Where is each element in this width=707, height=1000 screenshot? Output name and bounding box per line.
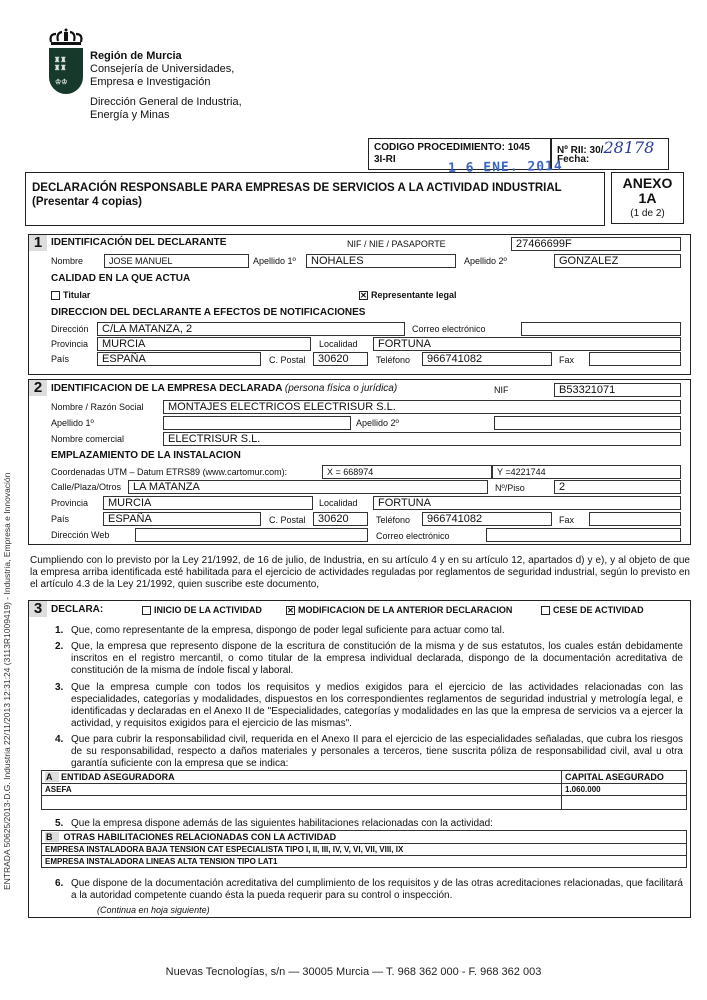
empresa-heading-note: (persona física o jurídica) <box>284 383 398 394</box>
fax-field[interactable] <box>589 512 681 526</box>
item-number: 3. <box>55 682 64 693</box>
emplazamiento-heading: EMPLAZAMIENTO DE LA INSTALACION <box>51 450 241 461</box>
section-number: 2 <box>29 380 47 396</box>
document-subtitle: (Presentar 4 copias) <box>32 196 142 208</box>
apellido2-label: Apellido 2º <box>464 256 507 266</box>
localidad-field[interactable]: FORTUNA <box>373 496 681 510</box>
fax-label: Fax <box>559 355 575 365</box>
empresa-heading: IDENTIFICACION DE LA EMPRESA DECLARADA <box>51 383 283 394</box>
nif-field[interactable]: 27466699F <box>511 237 681 251</box>
representante-checkbox[interactable]: ✕ <box>360 291 367 301</box>
region-shield-logo: ♜♜ ♜♜ ♔♔ <box>49 48 83 94</box>
procedure-code: CODIGO PROCEDIMIENTO: 1045 <box>374 142 530 153</box>
item-number: 4. <box>55 734 64 745</box>
web-field[interactable] <box>135 528 368 542</box>
document-title-box <box>25 172 605 226</box>
calle-field[interactable]: LA MATANZA <box>128 480 488 494</box>
utm-x-field[interactable]: X = 668974 <box>322 465 492 479</box>
section-empresa <box>28 379 691 545</box>
item-number: 2. <box>55 641 64 652</box>
pais-label: País <box>51 514 70 524</box>
dir-line2: Energía y Minas <box>90 109 170 121</box>
table-letter: A <box>45 772 59 782</box>
date-stamp: 1 6 ENE. 2014 <box>447 158 563 177</box>
utm-label: Coordenadas UTM – Datum ETRS89 (www.cartomur.com): <box>51 467 288 477</box>
cpostal-label: C. Postal <box>269 515 306 525</box>
provincia-label: Provincia <box>51 498 89 508</box>
habilitaciones-heading: OTRAS HABILITACIONES RELACIONADAS CON LA ACTIVIDAD <box>63 832 337 842</box>
option-cese[interactable] <box>541 605 644 615</box>
localidad-field[interactable]: FORTUNA <box>373 337 681 351</box>
apellido2-label: Apellido 2º <box>356 418 399 428</box>
org-line2: Consejería de Universidades, <box>90 63 235 75</box>
titular-option[interactable] <box>51 290 90 300</box>
apellido1-field[interactable] <box>163 416 351 430</box>
fax-label: Fax <box>559 515 575 525</box>
col-capital: CAPITAL ASEGURADO <box>562 771 687 784</box>
calle-label: Calle/Plaza/Otros <box>51 482 122 492</box>
insurer-name[interactable]: ASEFA <box>42 784 562 796</box>
anexo-label: ANEXO <box>622 175 673 191</box>
representante-option[interactable] <box>359 290 457 300</box>
cpostal-label: C. Postal <box>269 355 306 365</box>
titular-label: Titular <box>63 290 91 300</box>
declaration-item-1 <box>55 625 683 637</box>
fecha-label: Fecha: <box>557 154 590 165</box>
option-inicio[interactable] <box>142 605 262 615</box>
telefono-field[interactable]: 966741082 <box>422 352 552 366</box>
piso-field[interactable]: 2 <box>554 480 681 494</box>
dir-line1: Dirección General de Industria, <box>90 96 242 108</box>
pais-label: País <box>51 354 70 364</box>
piso-label: Nº/Piso <box>495 483 525 493</box>
anexo-page: (1 de 2) <box>630 208 665 219</box>
continua-note: (Continua en hoja siguiente) <box>97 905 210 915</box>
insured-capital[interactable]: 1.060.000 <box>562 784 687 796</box>
cpostal-field[interactable]: 30620 <box>313 352 368 366</box>
fax-field[interactable] <box>589 352 681 366</box>
document-title: DECLARACIÓN RESPONSABLE PARA EMPRESAS DE SERVICIOS A LA ACTIVIDAD INDUSTRIAL <box>32 182 562 194</box>
section-declara <box>28 600 691 918</box>
section-declarante <box>28 234 691 375</box>
correo-label: Correo electrónico <box>412 324 486 334</box>
direccion-field[interactable]: C/LA MATANZA, 2 <box>97 322 405 336</box>
titular-checkbox[interactable] <box>51 291 60 300</box>
insurer-table <box>41 770 687 810</box>
insurer-name[interactable] <box>42 796 562 810</box>
option-label: CESE DE ACTIVIDAD <box>553 605 644 615</box>
provincia-field[interactable]: MURCIA <box>97 337 311 351</box>
pais-field[interactable]: ESPAÑA <box>97 352 261 366</box>
correo-field[interactable] <box>521 322 681 336</box>
item-text: Que para cubrir la responsabilidad civil, requerida en el Anexo II para el ejercicio de las especialidades señaladas, que cubra los riesgos de su responsabilidad, respecto a daños materiales y personales a terceros, tiene suscrita póliza de responsabilidad civil, aval u otra garantía suficiente con la empresa que se indica: <box>71 734 683 769</box>
item-number: 5. <box>55 818 64 829</box>
calidad-heading: CALIDAD EN LA QUE ACTUA <box>51 273 191 284</box>
razon-label: Nombre / Razón Social <box>51 402 144 412</box>
org-line3: Empresa e Investigación <box>90 76 211 88</box>
preamble-text: Cumpliendo con lo previsto por la Ley 21/1992, de 16 de julio, de Industria, en su artículo 4 y en su artículo 12, apartados d) y e), y al objeto de que la empresa arriba identificada esté habilitada para el ejercicio de actividades reguladas por reglamentos de seguridad industrial, según lo previsto en el artículo 4.3 de la Ley 21/1992, quien suscribe este documento, <box>30 555 690 590</box>
apellido2-field[interactable] <box>494 416 681 430</box>
telefono-label: Teléfono <box>376 515 411 525</box>
telefono-label: Teléfono <box>376 355 411 365</box>
declaration-item-4 <box>55 734 683 770</box>
insured-capital[interactable] <box>562 796 687 810</box>
entry-registry-stamp: ENTRADA 50625/2013-D.G. Industria 22/11/2013 12:31:24 (3113R1009419) - Industria, Empresa e Innovación <box>2 472 12 890</box>
declaration-item-6 <box>55 878 683 902</box>
habilitacion-item[interactable]: EMPRESA INSTALADORA LINEAS ALTA TENSION TIPO LAT1 <box>42 856 687 868</box>
table-row <box>42 784 687 796</box>
modificacion-checkbox[interactable]: ✕ <box>287 606 294 616</box>
option-modificacion[interactable] <box>286 605 512 615</box>
rii-box <box>551 138 669 170</box>
anexo-box <box>611 172 684 224</box>
table-letter: B <box>45 832 59 842</box>
representante-label: Representante legal <box>371 290 457 300</box>
item-text: Que dispone de la documentación acreditativa del cumplimiento de los requisitos y de las otras acreditaciones relacionadas, que facilitará a la autoridad competente cuando ésta la pueda requerir para su control o inspección. <box>71 878 683 901</box>
footer-address: Nuevas Tecnologías, s/n — 30005 Murcia — T. 968 362 000 - F. 968 362 003 <box>165 966 542 978</box>
habilitacion-item[interactable]: EMPRESA INSTALADORA BAJA TENSION CAT ESPECIALISTA TIPO I, II, III, IV, V, VI, VII, VIII, IX <box>42 844 687 856</box>
cpostal-field[interactable]: 30620 <box>313 512 368 526</box>
nif-label: NIF / NIE / PASAPORTE <box>347 239 446 249</box>
table-row <box>42 856 687 868</box>
razon-field[interactable]: MONTAJES ELECTRICOS ELECTRISUR S.L. <box>163 400 681 414</box>
item-text: Que, la empresa que represento dispone de la escritura de constitución de la misma y de sus estatutos, los cuales están debidamente inscritos en el registro mercantil, o como titular de la empresa individual declarada, dispongo de la documentación acreditativa de constitución de la misma de índole fiscal y laboral. <box>71 641 683 676</box>
table-row <box>42 796 687 810</box>
web-label: Dirección Web <box>51 530 110 540</box>
localidad-label: Localidad <box>319 498 358 508</box>
direccion-label: Dirección <box>51 324 89 334</box>
comercial-label: Nombre comercial <box>51 434 125 444</box>
provincia-field[interactable]: MURCIA <box>103 496 313 510</box>
inicio-checkbox[interactable] <box>142 606 151 615</box>
habilitaciones-table <box>41 830 687 868</box>
comercial-field[interactable]: ELECTRISUR S.L. <box>163 432 681 446</box>
declaration-item-3 <box>55 682 683 730</box>
apellido1-label: Apellido 1º <box>253 256 296 266</box>
cese-checkbox[interactable] <box>541 606 550 615</box>
anexo-number: 1A <box>638 190 657 206</box>
option-label: MODIFICACION DE LA ANTERIOR DECLARACION <box>298 605 513 615</box>
provincia-label: Provincia <box>51 339 89 349</box>
item-text: Que, como representante de la empresa, dispongo de poder legal suficiente para actuar como tal. <box>71 625 505 636</box>
org-name: Región de Murcia <box>90 50 182 62</box>
apellido2-field[interactable]: GONZALEZ <box>554 254 681 268</box>
nif-label: NIF <box>494 385 509 395</box>
rii-label: Nº RII: 30/ <box>557 145 604 156</box>
direction-block <box>90 96 242 122</box>
item-text: Que la empresa cumple con todos los requisitos y medios exigidos para el ejercicio de las actividades relacionadas con las especialidades, categorías y modalidades, dispuestos en los correspondientes reglamentos de seguridad industrial y metrología legal, e identificadas y declaradas en el Anexo II de "Especialidades, categorías y modalidades en las que la empresa de servicios va a ejercer la actividad, y requisitos exigidos para el ejercicio de las mismas". <box>71 682 683 729</box>
correo-label: Correo electrónico <box>376 531 450 541</box>
item-number: 6. <box>55 878 64 889</box>
section-heading <box>51 383 397 394</box>
correo-field[interactable] <box>486 528 681 542</box>
procedure-sub: 3I-RI <box>374 154 396 165</box>
utm-y-field[interactable]: Y =4221744 <box>492 465 681 479</box>
localidad-label: Localidad <box>319 339 358 349</box>
direccion-heading: DIRECCION DEL DECLARANTE A EFECTOS DE NOTIFICACIONES <box>51 307 366 318</box>
org-block <box>90 50 234 89</box>
apellido1-label: Apellido 1º <box>51 418 94 428</box>
crown-icon <box>48 28 84 46</box>
section-number: 3 <box>29 601 47 617</box>
section-heading: IDENTIFICACIÓN DEL DECLARANTE <box>51 237 227 248</box>
item-number: 1. <box>55 625 64 636</box>
declara-heading: DECLARA: <box>51 604 104 615</box>
nombre-field[interactable]: JOSE MANUEL <box>104 254 249 268</box>
telefono-field[interactable]: 966741082 <box>422 512 552 526</box>
col-entidad: ENTIDAD ASEGURADORA <box>61 772 175 782</box>
pais-field[interactable]: ESPAÑA <box>103 512 261 526</box>
option-label: INICIO DE LA ACTIVIDAD <box>154 605 262 615</box>
apellido1-field[interactable]: NOHALES <box>306 254 456 268</box>
declaration-item-5 <box>55 818 683 830</box>
section-number: 1 <box>29 235 47 251</box>
rii-handwritten-number: 28178 <box>603 138 655 157</box>
declaration-item-2 <box>55 641 683 677</box>
nombre-label: Nombre <box>51 256 84 266</box>
nif-field[interactable]: B53321071 <box>554 383 681 397</box>
table-row <box>42 844 687 856</box>
item-text: Que la empresa dispone además de las siguientes habilitaciones relacionadas con la actividad: <box>71 818 493 829</box>
